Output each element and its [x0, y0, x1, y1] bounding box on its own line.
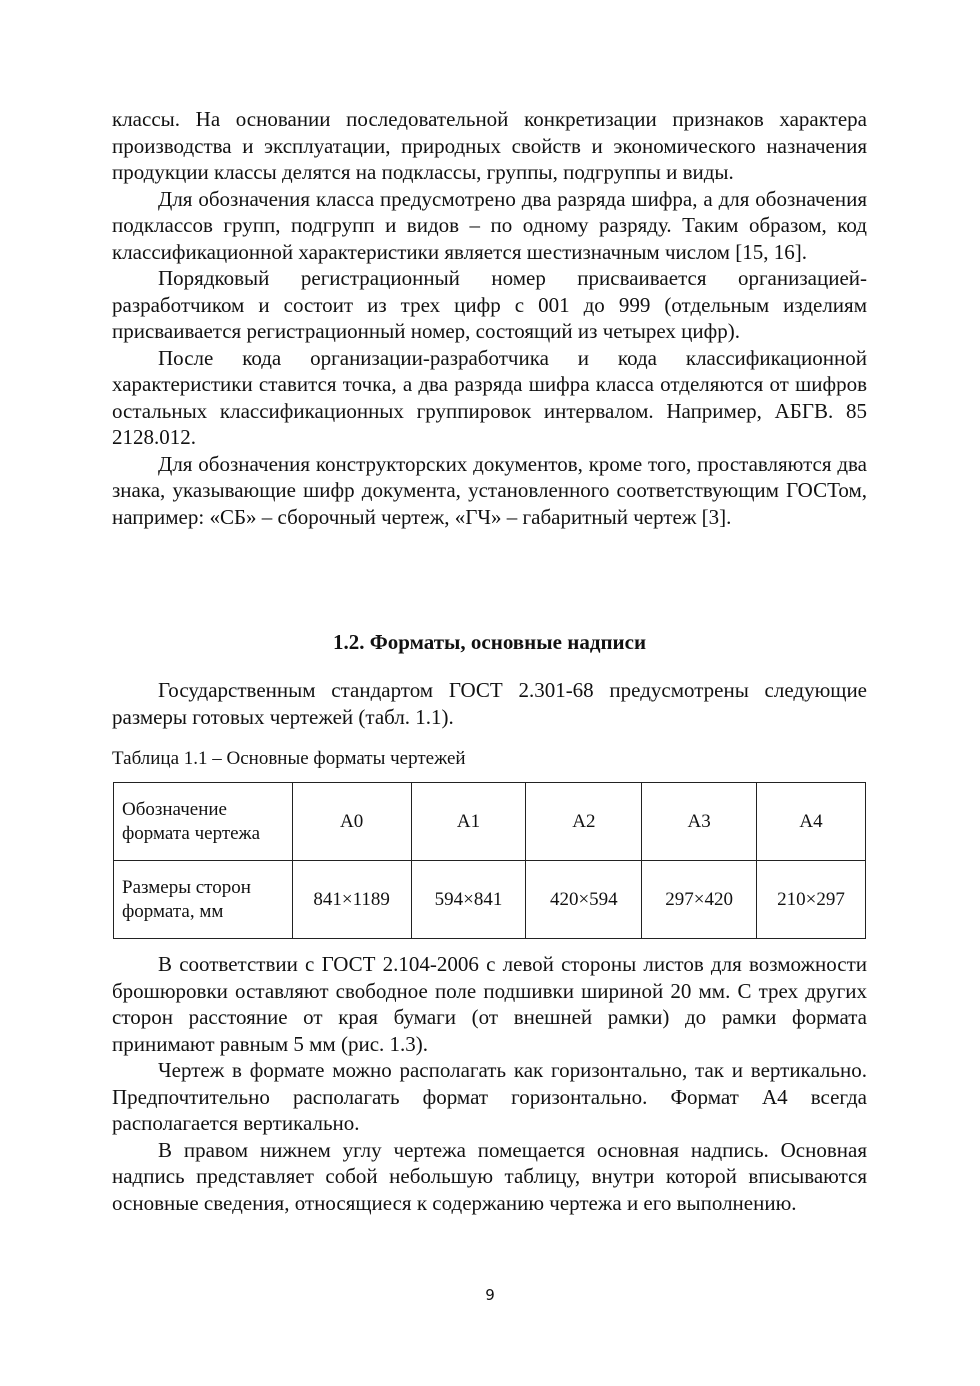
body-text-top — [112, 106, 867, 530]
table-row-header: Размеры сторон формата, мм — [114, 861, 293, 939]
table-cell: A3 — [642, 783, 757, 861]
table-row — [114, 861, 866, 939]
table-cell: A1 — [411, 783, 526, 861]
section-heading: 1.2. Форматы, основные надписи — [332, 630, 647, 654]
table-cell: 297×420 — [642, 861, 757, 939]
formats-table — [113, 782, 866, 939]
table-row-header: Обозначение формата чертежа — [114, 783, 293, 861]
paragraph-binding-margin: В соответствии с ГОСТ 2.104-2006 с левой стороны листов для возможности брошюровки оставляют свободное поле подшивки шириной 20 мм. С трех других сторон расстояние от края бумаги (от внешней рамки) до рамки формата принимают равным 5 мм (рис. 1.3). — [112, 952, 867, 1056]
body-text-intro — [112, 677, 867, 730]
table-cell: 420×594 — [526, 861, 642, 939]
paragraph-intro: Государственным стандартом ГОСТ 2.301-68 предусмотрены следующие размеры готовых чертежей (табл. 1.1). — [112, 678, 867, 729]
page-number: 9 — [485, 1286, 495, 1304]
table-cell: 841×1189 — [292, 861, 411, 939]
paragraph-registration-number: Порядковый регистрационный номер присваивается организацией-разработчиком и состоит из трех цифр с 001 до 999 (отдельным изделиям присваивается регистрационный номер, состоящий из четырех цифр). — [112, 266, 867, 343]
table-cell: A4 — [757, 783, 866, 861]
paragraph-orientation: Чертеж в формате можно располагать как горизонтально, так и вертикально. Предпочтительно располагать формат горизонтально. Формат А4 всегда располагается вертикально. — [112, 1058, 867, 1135]
table-cell: A0 — [292, 783, 411, 861]
table-caption: Таблица 1.1 – Основные форматы чертежей — [112, 748, 466, 769]
paragraph-class-digits: Для обозначения класса предусмотрено два разряда шифра, а для обозначения подклассов групп, подгрупп и видов – по одному разряду. Таким образом, код классификационной характеристики является шестизначным числом [15, 16]. — [112, 186, 867, 264]
body-text-bottom — [112, 951, 867, 1216]
table-cell: A2 — [526, 783, 642, 861]
table-cell: 594×841 — [411, 861, 526, 939]
paragraph-document-codes: Для обозначения конструкторских документов, кроме того, проставляются два знака, указывающие шифр документа, установленного соответствующим ГОСТом, например: «СБ» – сборочный чертеж, «ГЧ» – габаритный чертеж [3]. — [112, 451, 867, 529]
paragraph-code-separator: После кода организации-разработчика и кода классификационной характеристики ставится точка, а два разряда шифра класса отделяются от шифров остальных классификационных группировок интервалом. Например, АБГВ. 85 2128.012. — [112, 345, 867, 449]
paragraph-continuation: классы. На основании последовательной конкретизации признаков характера производства и эксплуатации, природных свойств и экономического назначения продукции классы делятся на подклассы, группы, подгруппы и виды. — [112, 107, 867, 184]
table-cell: 210×297 — [757, 861, 866, 939]
paragraph-title-block: В правом нижнем углу чертежа помещается основная надпись. Основная надпись представляет собой небольшую таблицу, внутри которой вписываются основные сведения, относящиеся к содержанию чертежа и его выполнению. — [112, 1137, 867, 1215]
table-row — [114, 783, 866, 861]
